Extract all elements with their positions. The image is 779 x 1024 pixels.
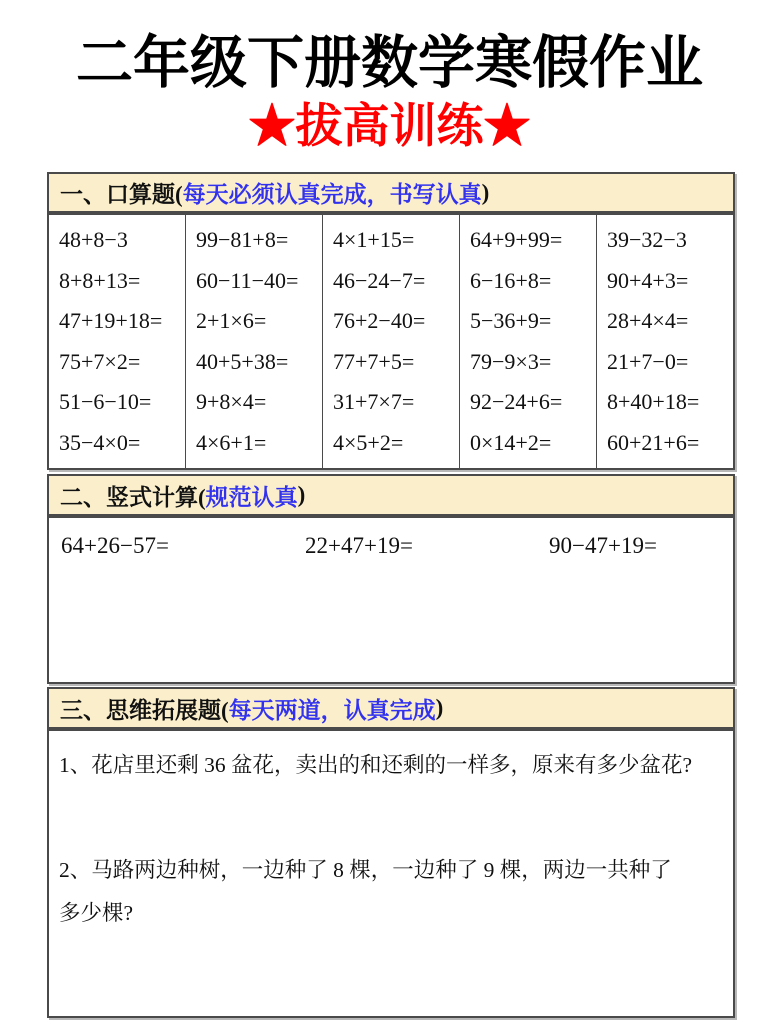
section-thinking-close-paren: ) [435, 695, 444, 720]
vertical-calc-problem: 22+47+19= [305, 533, 413, 558]
section-thinking-label: 三、思维拓展题( [60, 697, 229, 723]
oral-problem: 4×6+1= [196, 429, 267, 455]
section-oral-label: 一、口算题( [60, 182, 183, 207]
oral-problem: 4×1+15= [333, 227, 415, 253]
section-vertical-calc-close-paren: ) [297, 482, 306, 507]
oral-problem: 39−32−3 [607, 227, 687, 253]
oral-problem: 90+4+3= [607, 267, 689, 293]
oral-problem: 60−11−40= [196, 267, 299, 293]
thinking-question-1 [59, 744, 727, 787]
oral-column-2 [185, 215, 322, 468]
oral-column-5 [596, 215, 733, 468]
vertical-calc-area [47, 516, 735, 684]
oral-problem: 75+7×2= [59, 348, 141, 374]
section-vertical-calc-note: 规范认真 [205, 484, 298, 510]
section-vertical-calc-label: 二、竖式计算( [60, 484, 206, 510]
vertical-calc-problem: 90−47+19= [549, 533, 657, 558]
oral-problem: 48+8−3 [59, 227, 128, 253]
oral-problem: 47+19+18= [59, 308, 163, 334]
oral-problem: 6−16+8= [470, 267, 552, 293]
oral-problem: 77+7+5= [333, 348, 415, 374]
section-oral-header [47, 172, 735, 213]
section-vertical-calc-header [47, 474, 735, 516]
oral-problem: 40+5+38= [196, 348, 289, 374]
oral-problem: 2+1×6= [196, 308, 267, 334]
oral-problem: 51−6−10= [59, 389, 152, 415]
oral-problem: 8+8+13= [59, 267, 141, 293]
oral-problem: 99−81+8= [196, 227, 289, 253]
oral-problem: 79−9×3= [470, 348, 552, 374]
section-oral-close-paren: ) [481, 179, 490, 205]
thinking-question-2 [59, 849, 727, 935]
oral-column-1 [49, 215, 185, 468]
oral-problem: 60+21+6= [607, 429, 700, 455]
page-subtitle: ★拔高训练★ [248, 101, 531, 153]
question-line: 1、花店里还剩 36 盆花，卖出的和还剩的一样多，原来有多少盆花? [59, 753, 693, 777]
oral-problem: 9+8×4= [196, 389, 267, 415]
oral-problem: 92−24+6= [470, 389, 563, 415]
oral-column-4 [459, 215, 596, 468]
oral-problem: 76+2−40= [333, 308, 426, 334]
oral-problem: 0×14+2= [470, 429, 552, 455]
section-oral-note: 每天必须认真完成，书写认真 [182, 182, 482, 207]
section-thinking-note: 每天两道，认真完成 [228, 697, 436, 723]
oral-problem: 4×5+2= [333, 429, 404, 455]
thinking-problems-area [47, 729, 735, 1018]
vertical-calc-problem: 64+26−57= [61, 533, 169, 558]
oral-column-3 [322, 215, 459, 468]
oral-problem: 21+7−0= [607, 348, 689, 374]
page-title: 二年级下册数学寒假作业 [76, 32, 703, 95]
oral-problem: 35−4×0= [59, 429, 141, 455]
oral-problem: 64+9+99= [470, 227, 563, 253]
oral-problem: 28+4×4= [607, 308, 689, 334]
oral-problems-table [47, 213, 735, 470]
oral-problem: 8+40+18= [607, 389, 700, 415]
oral-problem: 5−36+9= [470, 308, 552, 334]
oral-problem: 46−24−7= [333, 267, 426, 293]
question-line: 2、马路两边种树，一边种了 8 棵，一边种了 9 棵，两边一共种了 [59, 858, 672, 882]
question-line: 多少棵? [59, 901, 134, 925]
section-thinking-header [47, 687, 735, 729]
oral-problem: 31+7×7= [333, 389, 415, 415]
